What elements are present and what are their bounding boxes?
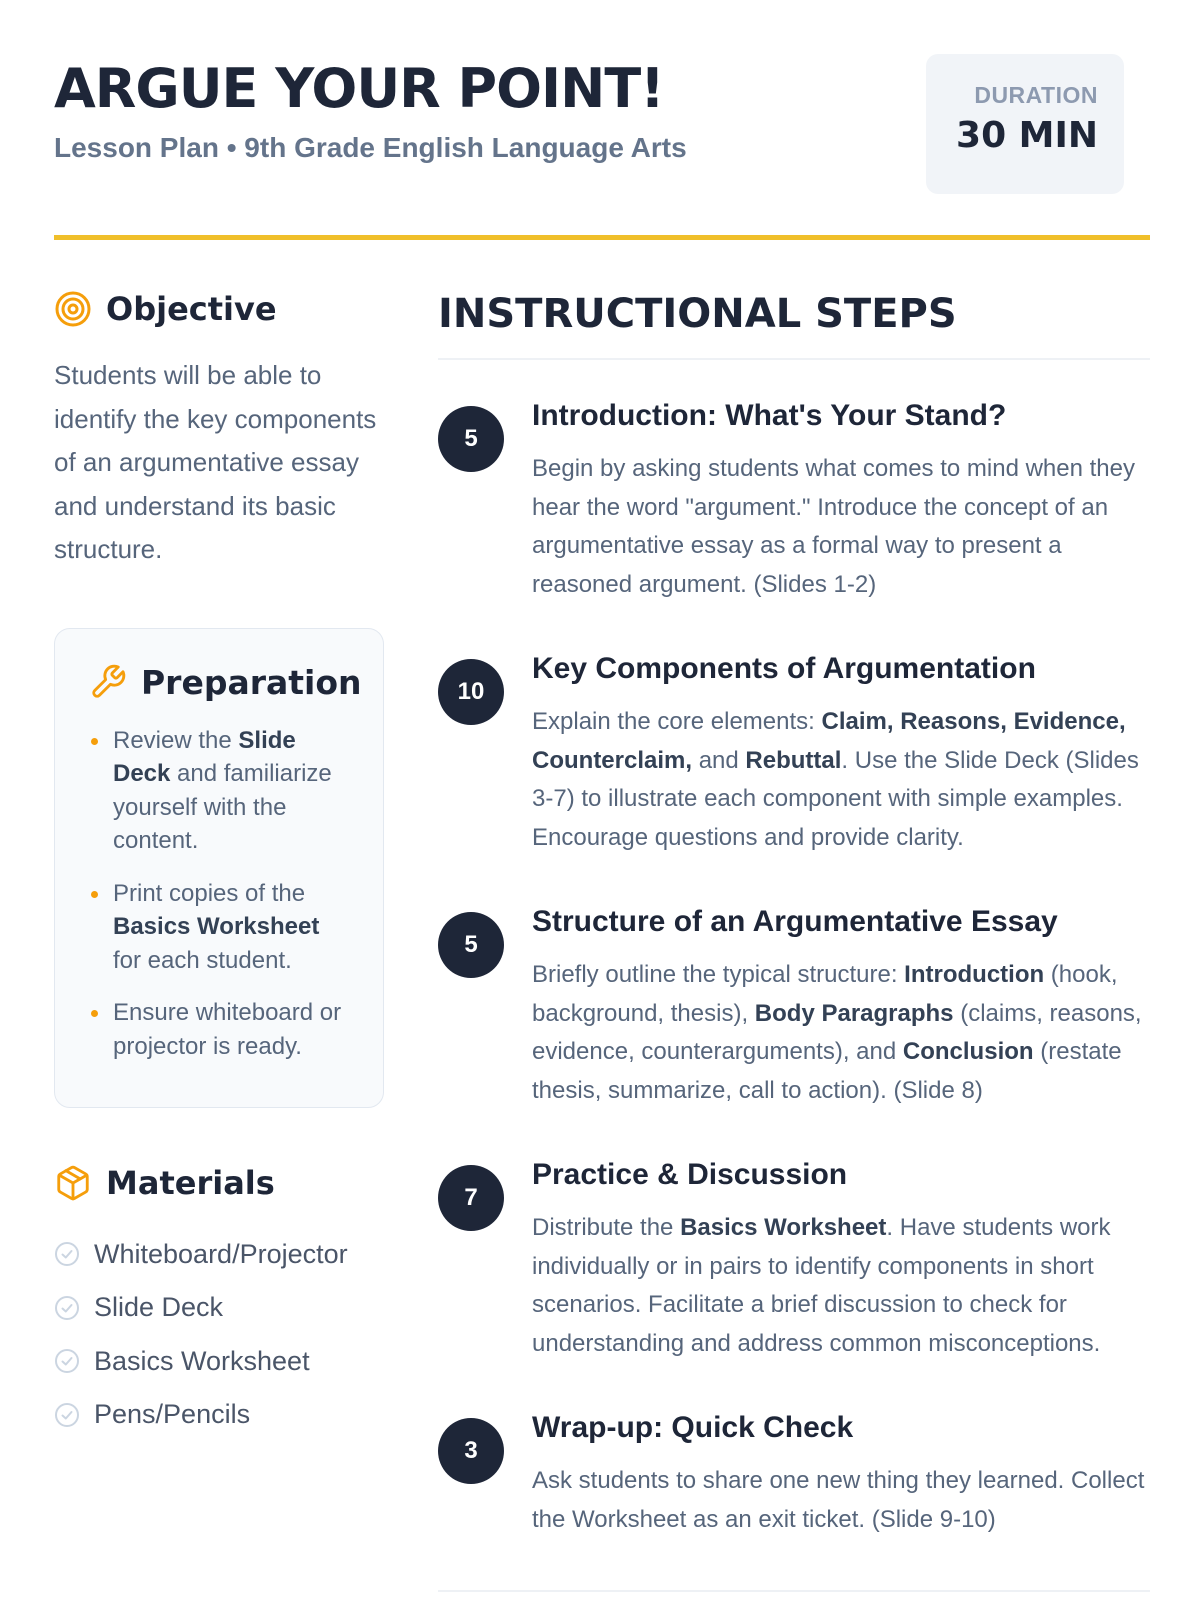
check-circle-icon	[54, 1402, 80, 1428]
step-description-segment: Introduction	[904, 961, 1045, 988]
step-description-segment: . Have students work individually or in pairs to identify components in short scenarios. Facilitate a brief discussion to check for understanding and address common misconceptions.	[532, 1214, 1111, 1357]
preparation-heading	[89, 662, 362, 702]
step-description-segment: Conclusion	[902, 1038, 1034, 1065]
step-description-segment: Distribute the	[532, 1214, 681, 1241]
step-title: Introduction: What's Your Stand?	[532, 399, 1007, 432]
step-title: Practice & Discussion	[532, 1158, 848, 1191]
step-item	[438, 396, 1150, 649]
check-circle-icon	[54, 1295, 80, 1321]
step-description-segment: (restate thesis, summarize, call to action). (Slide 8)	[532, 1038, 1122, 1104]
step-minutes-badge: 7	[438, 1165, 504, 1231]
step-minutes-badge: 3	[438, 1418, 504, 1484]
page-subtitle: Lesson Plan • 9th Grade English Language Arts	[54, 132, 687, 163]
check-circle-icon	[54, 1348, 80, 1374]
materials-heading	[54, 1164, 384, 1202]
preparation-item: Review the Slide Deck and familiarize yourself with the content.	[89, 724, 353, 858]
header	[54, 54, 1150, 194]
step-description	[532, 956, 1150, 1110]
steps-heading: INSTRUCTIONAL STEPS	[438, 291, 957, 337]
step-description-segment: . Use the Slide Deck (Slides 3-7) to illustrate each component with simple examples. Encourage questions and provide clarity.	[532, 746, 1139, 851]
step-description	[532, 450, 1150, 604]
duration-label: DURATION	[974, 82, 1098, 108]
material-item	[54, 1335, 384, 1389]
material-item	[54, 1228, 384, 1282]
step-title: Structure of an Argumentative Essay	[532, 905, 1058, 938]
instructional-steps	[438, 288, 1150, 1600]
duration-value: 30 MIN	[956, 115, 1098, 156]
material-label: Whiteboard/Projector	[94, 1238, 348, 1269]
step-title: Key Components of Argumentation	[532, 652, 1036, 685]
steps-divider	[438, 358, 1150, 360]
objective-text: Students will be able to identify the key components of an argumentative essay and understand its basic structure.	[54, 360, 377, 564]
preparation-list	[89, 724, 353, 1064]
step-description-segment: Claim, Reasons, Evidence, Counterclaim,	[532, 708, 1126, 774]
step-item	[438, 1155, 1150, 1408]
objective-title: Objective	[106, 290, 277, 328]
wrench-icon	[89, 663, 127, 701]
material-label: Slide Deck	[94, 1292, 224, 1323]
bottom-divider	[438, 1590, 1150, 1592]
step-description-segment: (claims, reasons, evidence, counterarguments), and	[532, 999, 1142, 1065]
preparation-item: Print copies of the Basics Worksheet for each student.	[89, 877, 353, 978]
step-minutes-badge: 5	[438, 912, 504, 978]
materials-title: Materials	[106, 1163, 275, 1202]
step-item	[438, 902, 1150, 1155]
step-description-segment: Rebuttal	[745, 746, 842, 774]
step-description-segment: Briefly outline the typical structure:	[532, 961, 905, 988]
step-minutes-badge: 5	[438, 406, 504, 472]
materials-list	[54, 1228, 384, 1442]
step-item	[438, 1408, 1150, 1600]
preparation-card	[54, 628, 384, 1108]
material-label: Basics Worksheet	[94, 1345, 310, 1376]
objective-heading	[54, 290, 384, 328]
preparation-title: Preparation	[141, 662, 362, 702]
step-minutes-badge: 10	[438, 659, 504, 725]
header-divider	[54, 235, 1150, 240]
step-description-segment: (hook, background, thesis),	[532, 961, 1118, 1027]
step-description	[532, 703, 1150, 857]
materials-section	[54, 1164, 384, 1442]
duration-badge	[926, 54, 1124, 194]
step-item	[438, 649, 1150, 902]
target-icon	[54, 290, 92, 328]
check-circle-icon	[54, 1241, 80, 1267]
step-description-segment: and	[692, 746, 746, 774]
material-item	[54, 1388, 384, 1442]
step-description-segment: Explain the core elements:	[532, 708, 822, 735]
steps-list	[438, 396, 1150, 1600]
preparation-item: Ensure whiteboard or projector is ready.	[89, 996, 353, 1063]
page-title: ARGUE YOUR POINT!	[54, 57, 664, 120]
step-description-segment: Body Paragraphs	[754, 999, 954, 1027]
step-description	[532, 1209, 1150, 1363]
step-description	[532, 1462, 1150, 1539]
sidebar	[54, 290, 384, 1442]
step-description-segment: Begin by asking students what comes to mind when they hear the word "argument." Introduce the concept of an argumentative essay as a formal way to present a reasoned argument. (Slides 1-2)	[532, 455, 1135, 598]
material-label: Pens/Pencils	[94, 1399, 251, 1430]
step-description-segment: Basics Worksheet	[680, 1214, 887, 1241]
step-title: Wrap-up: Quick Check	[532, 1411, 854, 1444]
step-description-segment: Ask students to share one new thing they learned. Collect the Worksheet as an exit ticket. (Slide 9-10)	[532, 1467, 1145, 1533]
box-icon	[54, 1164, 92, 1202]
material-item	[54, 1281, 384, 1335]
